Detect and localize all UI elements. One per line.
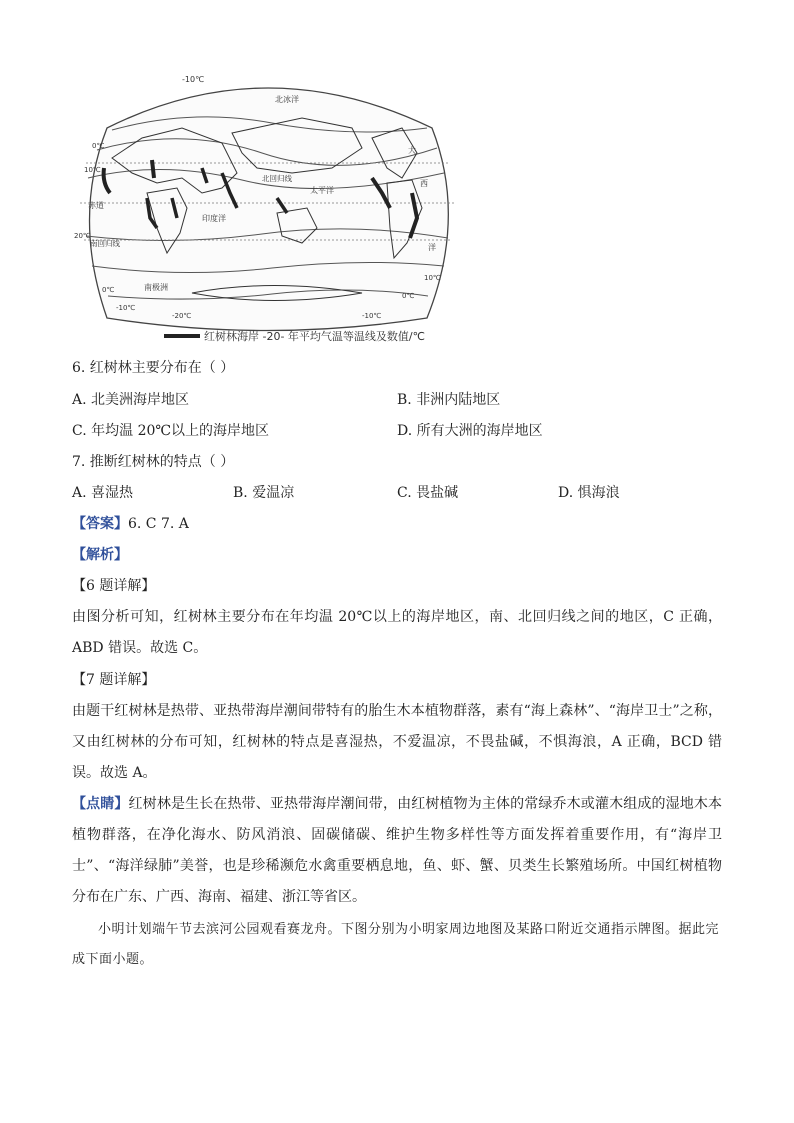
q6-option-b: B. 非洲内陆地区 [397,392,501,408]
iso-label-minus20-bottom: -20℃ [172,312,192,320]
label-pacific: 太平洋 [310,186,334,195]
detail7-title: 【7 题详解】 [72,672,156,688]
q6-option-d: D. 所有大洲的海岸地区 [397,423,543,439]
tip-tag: 【点睛】 [72,796,129,812]
label-atlantic-1: 大 [408,146,416,155]
iso-label-0-right: 0℃ [402,292,415,300]
q6-option-a: A. 北美洲海岸地区 [72,392,190,408]
label-tropic-cancer: 北回归线 [262,174,292,183]
detail6-title: 【6 题详解】 [72,578,156,594]
tip-text: 红树林是生长在热带、亚热带海岸潮间带，由红树植物为主体的常绿乔木或灌木组成的湿地木本植物群落，在净化海水、防风消浪、固碳储碳、维护生物多样性等方面发挥着重要作用，有“海岸卫士”、“海洋绿肺”美誉，也是珍稀濒危水禽重要栖息地，鱼、虾、蟹、贝类生长繁殖场所。中国红树植物分布在广东、广西、海南、福建、浙江等省区。 [72,796,723,905]
map-legend: 红树林海岸 -20- 年平均气温等温线及数值/℃ [204,330,425,343]
iso-label-20-left: 20℃ [74,232,91,240]
world-mangrove-map [72,68,462,343]
q6-option-c: C. 年均温 20℃以上的海岸地区 [72,423,270,439]
label-atlantic-2: 西 [420,179,428,188]
q7-option-b: B. 爱温凉 [233,485,295,501]
answer-tag: 【答案】 [72,516,128,532]
iso-label-10-right: 10℃ [424,274,441,282]
iso-label-top: -10℃ [182,75,205,84]
answer-text: 6. C 7. A [128,516,189,532]
q7-option-d: D. 惧海浪 [558,485,620,501]
q7-stem: 7. 推断红树林的特点（ ） [72,454,235,470]
analysis-tag: 【解析】 [72,547,128,563]
iso-label-minus10-bottom: -10℃ [116,304,136,312]
iso-label-0-bottom: 0℃ [102,286,115,294]
label-atlantic-3: 洋 [428,243,436,252]
label-indian-ocean: 印度洋 [202,214,226,223]
label-arctic-ocean: 北冰洋 [275,95,299,104]
answer-line [72,514,189,534]
detail7-text: 由题干红树林是热带、亚热带海岸潮间带特有的胎生木本植物群落，素有“海上森林”、“海岸卫士”之称，又由红树林的分布可知，红树林的特点是喜湿热，不爱温凉，不畏盐碱，不惧海浪，A 正确，BCD 错误。故选 A。 [72,703,722,781]
q7-option-c: C. 畏盐碱 [397,485,459,501]
iso-label-minus10-bottom-2: -10℃ [362,312,382,320]
q6-stem: 6. 红树林主要分布在（ ） [72,360,235,376]
map-figure [72,68,462,343]
iso-label-10-left: 10℃ [84,166,101,174]
detail6-text: 由图分析可知，红树林主要分布在年均温 20℃以上的海岸地区，南、北回归线之间的地区，C 正确，ABD 错误。故选 C。 [72,609,722,656]
label-antarctica: 南极洲 [144,283,168,292]
tip-paragraph [72,789,722,913]
q7-option-a: A. 喜湿热 [72,485,134,501]
label-equator: 赤道 [88,201,104,210]
next-question-intro: 小明计划端午节去滨河公园观看赛龙舟。下图分别为小明家周边地图及某路口附近交通指示牌图。据此完成下面小题。 [72,922,720,967]
label-tropic-capricorn: 南回归线 [90,239,120,248]
iso-label-0-left: 0℃ [92,142,105,150]
